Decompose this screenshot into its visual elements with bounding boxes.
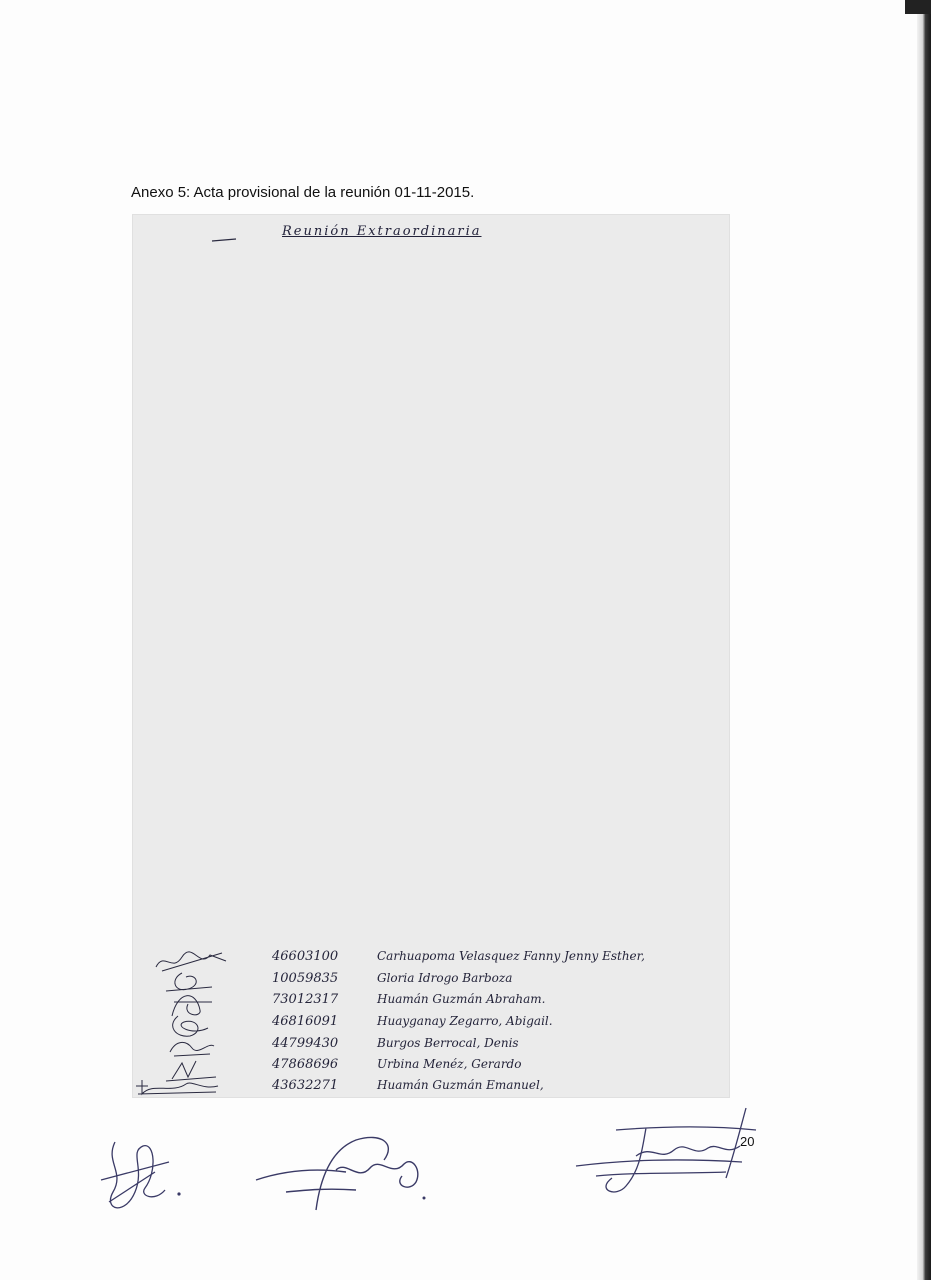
signature-scribble <box>132 1076 222 1098</box>
signature-right <box>556 1100 766 1210</box>
signatory-row <box>132 1076 730 1098</box>
annex-caption: Anexo 5: Acta provisional de la reunión 01-11-2015. <box>131 184 475 201</box>
signature-left <box>95 1132 185 1222</box>
page-number: 20 <box>740 1134 755 1149</box>
signatory-row <box>132 969 730 991</box>
scan-edge-top <box>905 0 931 14</box>
signatory-row <box>132 990 730 1012</box>
signatory-name: Carhuapoma Velasquez Fanny Jenny Esther, <box>377 949 645 963</box>
signature-center <box>246 1120 446 1230</box>
signatory-dni: 47868696 <box>272 1057 339 1072</box>
signatory-name: Urbina Menéz, Gerardo <box>377 1057 522 1071</box>
signatory-name: Gloria Idrogo Barboza <box>377 971 513 985</box>
handwritten-minutes <box>132 214 730 1098</box>
signatory-dni: 43632271 <box>272 1078 339 1093</box>
signatory-row <box>132 947 730 969</box>
signatory-name: Huayganay Zegarro, Abigail. <box>377 1014 553 1028</box>
signatory-dni: 46816091 <box>272 1014 339 1029</box>
signatory-row <box>132 1012 730 1034</box>
minutes-title: Reunión Extraordinaria <box>282 224 482 239</box>
signatory-dni: 73012317 <box>272 992 339 1007</box>
scan-edge <box>917 0 931 1280</box>
signatory-dni: 10059835 <box>272 971 339 986</box>
signatory-row <box>132 1034 730 1056</box>
signatory-dni: 44799430 <box>272 1036 339 1051</box>
title-dash <box>210 236 240 244</box>
signatory-name: Huamán Guzmán Abraham. <box>377 992 546 1006</box>
signatory-row <box>132 1055 730 1077</box>
signatory-name: Burgos Berrocal, Denis <box>377 1036 519 1050</box>
signatory-name: Huamán Guzmán Emanuel, <box>377 1078 544 1092</box>
signatory-dni: 46603100 <box>272 949 339 964</box>
